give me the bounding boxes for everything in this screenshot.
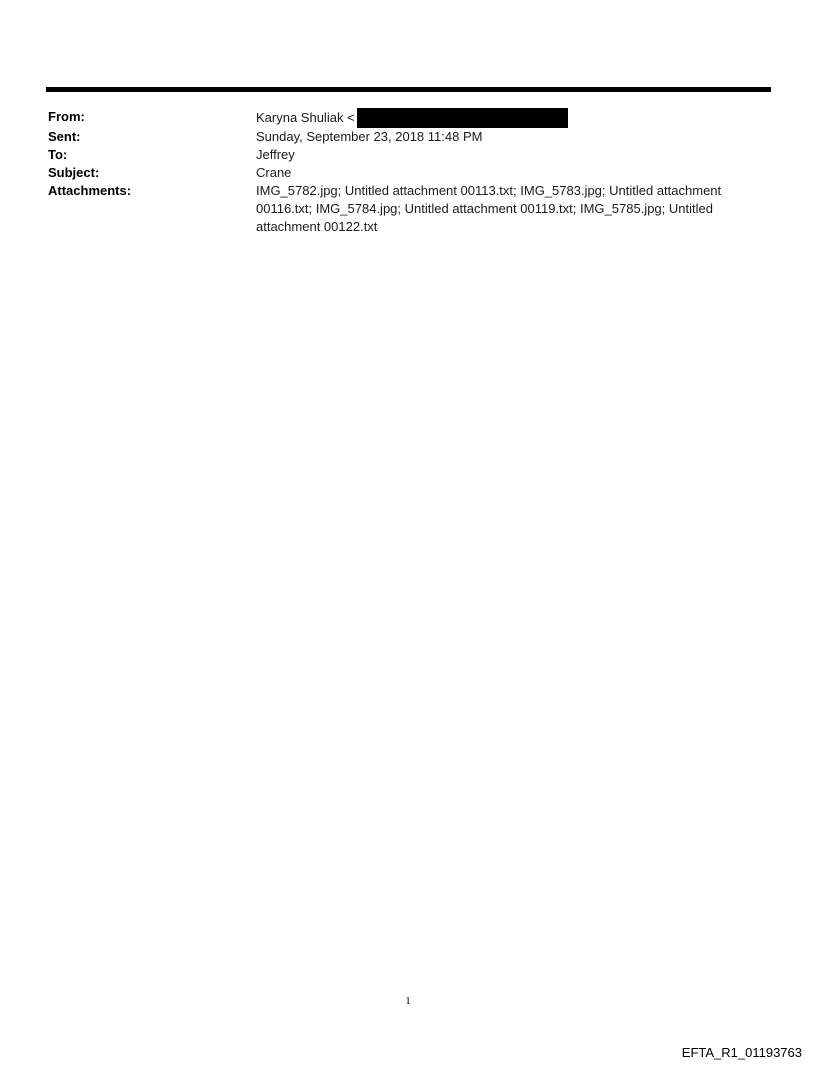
sent-row: [48, 128, 770, 146]
subject-value: Crane: [256, 165, 292, 180]
attachments-label: Attachments:: [48, 183, 132, 198]
redaction-block: [357, 108, 568, 128]
from-value-container: [256, 108, 770, 128]
subject-label: Subject:: [48, 165, 100, 180]
attachments-value: IMG_5782.jpg; Untitled attachment 00113.txt; IMG_5783.jpg; Untitled attachment 00116.txt; IMG_5784.jpg; Untitled attachment 00119.txt; IMG_5785.jpg; Untitled attachment 00122.txt: [256, 183, 722, 234]
email-header: [48, 108, 770, 236]
sent-value: Sunday, September 23, 2018 11:48 PM: [256, 129, 483, 144]
to-value: Jeffrey: [256, 147, 295, 162]
header-divider-rule: [46, 87, 771, 92]
to-row: [48, 146, 770, 164]
subject-row: [48, 164, 770, 182]
bates-number: EFTA_R1_01193763: [681, 1045, 802, 1060]
from-row: [48, 108, 770, 128]
page-number: 1: [405, 995, 411, 1007]
from-label: From:: [48, 109, 85, 124]
attachments-row: [48, 182, 770, 236]
sent-label: Sent:: [48, 129, 81, 144]
to-label: To:: [48, 147, 68, 162]
from-value: Karyna Shuliak <: [256, 110, 355, 125]
